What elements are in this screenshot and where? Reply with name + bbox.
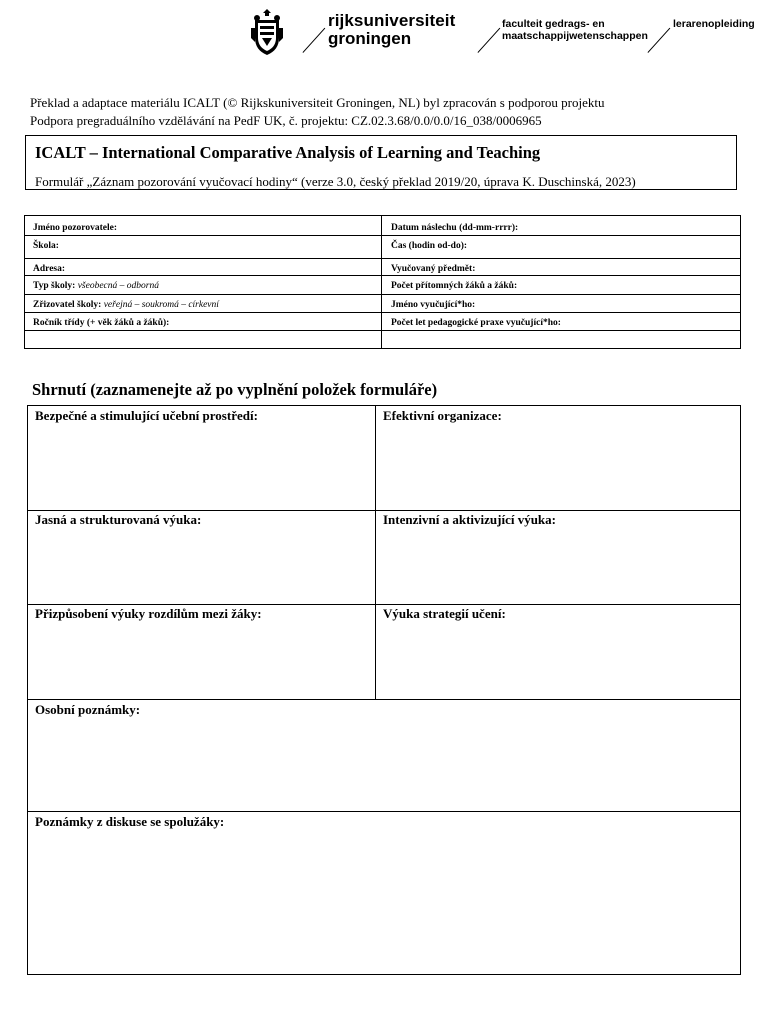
observer-name-field[interactable]: Jméno pozorovatele: bbox=[33, 223, 117, 233]
university-name-line2: groningen bbox=[328, 29, 412, 48]
school-type-field[interactable]: Typ školy: všeobecná – odborná bbox=[33, 281, 159, 291]
summary-divider bbox=[375, 406, 376, 699]
teaching-experience-field[interactable]: Počet let pedagogické praxe vyučující*ho: bbox=[391, 318, 561, 328]
summary-row-divider bbox=[28, 811, 740, 812]
safe-environment-cell[interactable]: Bezpečné a stimulující učební prostředí: bbox=[35, 408, 258, 423]
intro-line-1: Překlad a adaptace materiálu ICALT (© Rijkskuniversiteit Groningen, NL) byl zpracován s podporou projektu bbox=[30, 95, 605, 110]
efficient-organization-cell[interactable]: Efektivní organizace: bbox=[383, 408, 502, 423]
faculty-name-line1: faculteit gedrags- en bbox=[502, 18, 605, 30]
table-row-divider bbox=[25, 312, 740, 313]
clear-instruction-cell[interactable]: Jasná a strukturovaná výuka: bbox=[35, 512, 202, 527]
title-box bbox=[25, 135, 737, 190]
department-name: lerarenopleiding bbox=[673, 18, 755, 30]
table-row-divider bbox=[25, 258, 740, 259]
school-type-options: všeobecná – odborná bbox=[77, 281, 159, 291]
peer-discussion-notes-cell[interactable]: Poznámky z diskuse se spolužáky: bbox=[35, 814, 225, 829]
observation-date-field[interactable]: Datum náslechu (dd-mm-rrrr): bbox=[391, 223, 519, 233]
summary-row-divider bbox=[28, 699, 740, 700]
table-row-divider bbox=[25, 294, 740, 295]
school-founder-options: veřejná – soukromá – církevní bbox=[103, 300, 219, 310]
school-founder-field[interactable]: Zřizovatel školy: veřejná – soukromá – církevní bbox=[33, 300, 219, 310]
class-grade-field[interactable]: Ročník třídy (+ věk žáků a žáků): bbox=[33, 318, 170, 328]
header-divider bbox=[302, 28, 325, 53]
header-divider bbox=[477, 28, 500, 53]
table-row-divider bbox=[25, 275, 740, 276]
table-row-divider bbox=[25, 330, 740, 331]
personal-notes-cell[interactable]: Osobní poznámky: bbox=[35, 702, 141, 717]
lesson-time-field[interactable]: Čas (hodin od-do): bbox=[391, 241, 468, 251]
learning-strategies-cell[interactable]: Výuka strategií učení: bbox=[383, 606, 506, 621]
school-field[interactable]: Škola: bbox=[33, 241, 59, 251]
pupil-count-field[interactable]: Počet přítomných žáků a žáků: bbox=[391, 281, 518, 291]
activating-teaching-cell[interactable]: Intenzivní a aktivizující výuka: bbox=[383, 512, 556, 527]
university-name-line1: rijksuniversiteit bbox=[328, 11, 456, 30]
differentiation-cell[interactable]: Přizpůsobení výuky rozdílům mezi žáky: bbox=[35, 606, 262, 621]
summary-heading: Shrnutí (zaznamenejte až po vyplnění položek formuláře) bbox=[32, 380, 438, 399]
university-crest-logo bbox=[248, 8, 286, 56]
subject-field[interactable]: Vyučovaný předmět: bbox=[391, 264, 476, 274]
header-divider bbox=[647, 28, 670, 53]
summary-row-divider bbox=[28, 604, 740, 605]
form-title: ICALT – International Comparative Analysis of Learning and Teaching bbox=[35, 143, 541, 162]
teacher-name-field[interactable]: Jméno vyučující*ho: bbox=[391, 300, 476, 310]
table-row-divider bbox=[25, 235, 740, 236]
address-field[interactable]: Adresa: bbox=[33, 264, 66, 274]
summary-grid bbox=[27, 405, 741, 975]
intro-line-2: Podpora pregraduálního vzdělávání na PedF UK, č. projektu: CZ.02.3.68/0.0/0.0/16_038/0006965 bbox=[30, 113, 542, 128]
summary-row-divider bbox=[28, 510, 740, 511]
faculty-name-line2: maatschappijwetenschappen bbox=[502, 30, 648, 42]
form-subtitle: Formulář „Záznam pozorování vyučovací hodiny“ (verze 3.0, český překlad 2019/20, úprava K. Duschinská, 2023) bbox=[35, 174, 636, 189]
observation-info-table bbox=[24, 215, 741, 349]
